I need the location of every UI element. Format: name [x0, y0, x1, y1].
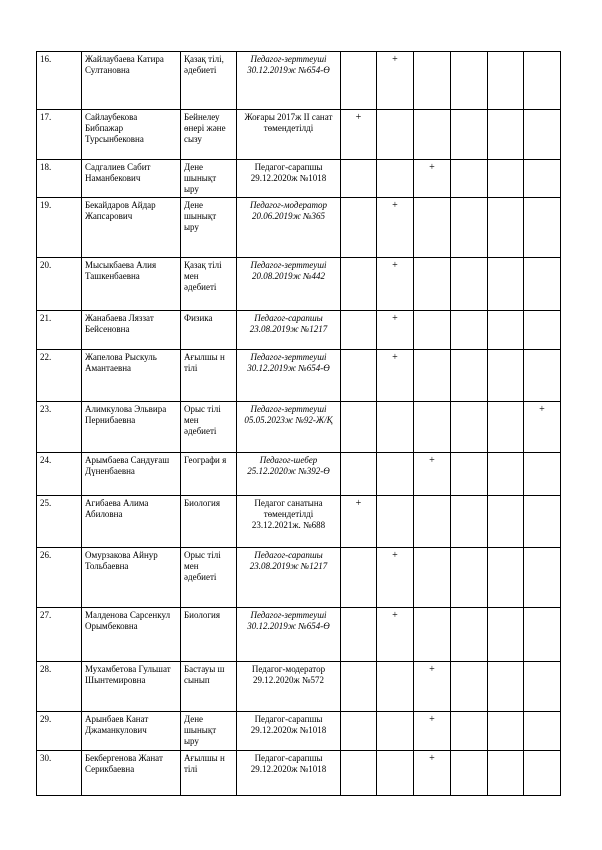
mark-cell [451, 311, 488, 350]
mark-cell [341, 198, 377, 258]
mark-cell [414, 402, 451, 453]
mark-cell [414, 110, 451, 160]
mark-cell [377, 496, 414, 548]
mark-cell [341, 311, 377, 350]
table-row [37, 160, 561, 198]
teacher-name-cell: Садгалиев Сабит Наманбекович [82, 160, 181, 198]
mark-cell: + [414, 751, 451, 796]
category-cell: Педагог-модератор 29.12.2020ж №572 [237, 662, 341, 712]
table-row [37, 662, 561, 712]
row-number-cell: 16. [37, 52, 82, 110]
teacher-name-cell: Малденова Сарсенкул Орымбековна [82, 608, 181, 662]
mark-cell [524, 110, 561, 160]
row-number-cell: 24. [37, 453, 82, 496]
mark-cell [488, 350, 524, 402]
mark-cell [524, 712, 561, 751]
category-cell: Педагог-сарапшы 23.08.2019ж №1217 [237, 311, 341, 350]
table-row [37, 52, 561, 110]
mark-cell [524, 453, 561, 496]
mark-cell [451, 548, 488, 608]
category-cell: Педагог-сарапшы 29.12.2020ж №1018 [237, 751, 341, 796]
row-number-cell: 21. [37, 311, 82, 350]
category-cell: Педагог-зерттеуші 30.12.2019ж №654-Ө [237, 52, 341, 110]
teacher-name-cell: Бекбергенова Жанат Серикбаевна [82, 751, 181, 796]
mark-cell [377, 662, 414, 712]
row-number-cell: 20. [37, 258, 82, 311]
mark-cell [414, 258, 451, 311]
mark-cell [524, 548, 561, 608]
table-row [37, 712, 561, 751]
category-cell: Педагог-сарапшы 23.08.2019ж №1217 [237, 548, 341, 608]
mark-cell [524, 608, 561, 662]
mark-cell [414, 198, 451, 258]
mark-cell [524, 258, 561, 311]
mark-cell [524, 160, 561, 198]
teacher-name-cell: Жапелова Рыскуль Амантаевна [82, 350, 181, 402]
mark-cell [341, 608, 377, 662]
teachers-table [36, 51, 561, 796]
subject-cell: Ағылшы н тілі [181, 350, 237, 402]
mark-cell: + [341, 110, 377, 160]
row-number-cell: 28. [37, 662, 82, 712]
mark-cell [488, 496, 524, 548]
table-row [37, 608, 561, 662]
mark-cell [377, 712, 414, 751]
mark-cell [451, 350, 488, 402]
subject-cell: Дене шынықт ыру [181, 198, 237, 258]
mark-cell [488, 52, 524, 110]
category-cell: Педагог санатына төмендетілді 23.12.2021ж. №688 [237, 496, 341, 548]
subject-cell: Қазақ тілі мен әдебиеті [181, 258, 237, 311]
subject-cell: Физика [181, 311, 237, 350]
teacher-name-cell: Арымбаева Сандуғаш Дүненбаевна [82, 453, 181, 496]
mark-cell: + [341, 496, 377, 548]
teacher-name-cell: Жайлаубаева Катира Султановна [82, 52, 181, 110]
subject-cell: Ағылшы н тілі [181, 751, 237, 796]
mark-cell [377, 751, 414, 796]
mark-cell [341, 548, 377, 608]
table-row [37, 548, 561, 608]
mark-cell [488, 608, 524, 662]
table-row [37, 402, 561, 453]
teacher-name-cell: Арынбаев Канат Джаманкулович [82, 712, 181, 751]
mark-cell: + [414, 453, 451, 496]
table-row [37, 258, 561, 311]
mark-cell [524, 662, 561, 712]
mark-cell: + [414, 160, 451, 198]
table-body [37, 52, 561, 796]
category-cell: Педагог-зерттеуші 30.12.2019ж №654-Ө [237, 350, 341, 402]
mark-cell [488, 548, 524, 608]
mark-cell [377, 160, 414, 198]
row-number-cell: 27. [37, 608, 82, 662]
mark-cell [451, 52, 488, 110]
mark-cell [414, 496, 451, 548]
mark-cell [451, 712, 488, 751]
row-number-cell: 25. [37, 496, 82, 548]
subject-cell: Географи я [181, 453, 237, 496]
subject-cell: Бастауы ш сынып [181, 662, 237, 712]
teacher-name-cell: Омурзакова Айнур Тольбаевна [82, 548, 181, 608]
mark-cell [341, 751, 377, 796]
mark-cell: + [377, 258, 414, 311]
mark-cell [341, 258, 377, 311]
mark-cell [488, 453, 524, 496]
category-cell: Педагог-сарапшы 29.12.2020ж №1018 [237, 712, 341, 751]
teacher-name-cell: Агибаева Алима Абиловна [82, 496, 181, 548]
mark-cell [377, 402, 414, 453]
mark-cell [414, 52, 451, 110]
mark-cell [524, 311, 561, 350]
mark-cell [524, 751, 561, 796]
teacher-name-cell: Мухамбетова Гульшат Шынтемировна [82, 662, 181, 712]
mark-cell: + [414, 712, 451, 751]
row-number-cell: 23. [37, 402, 82, 453]
mark-cell [451, 198, 488, 258]
mark-cell [488, 662, 524, 712]
mark-cell [451, 751, 488, 796]
teacher-name-cell: Жанабаева Ляззат Бейсеновна [82, 311, 181, 350]
mark-cell [341, 402, 377, 453]
mark-cell [524, 496, 561, 548]
mark-cell [451, 662, 488, 712]
mark-cell [414, 311, 451, 350]
teacher-name-cell: Сайлаубекова Бибпажар Турсынбековна [82, 110, 181, 160]
mark-cell [451, 608, 488, 662]
row-number-cell: 29. [37, 712, 82, 751]
mark-cell [488, 751, 524, 796]
row-number-cell: 18. [37, 160, 82, 198]
mark-cell: + [524, 402, 561, 453]
subject-cell: Қазақ тілі, әдебиеті [181, 52, 237, 110]
row-number-cell: 22. [37, 350, 82, 402]
mark-cell [451, 496, 488, 548]
mark-cell [488, 198, 524, 258]
category-cell: Педагог-шебер 25.12.2020ж №392-Ө [237, 453, 341, 496]
mark-cell [377, 110, 414, 160]
mark-cell [451, 258, 488, 311]
mark-cell [488, 258, 524, 311]
mark-cell: + [377, 52, 414, 110]
category-cell: Педагог-зерттеуші 20.08.2019ж №442 [237, 258, 341, 311]
mark-cell [341, 350, 377, 402]
table-row [37, 496, 561, 548]
row-number-cell: 19. [37, 198, 82, 258]
subject-cell: Биология [181, 608, 237, 662]
table-row [37, 453, 561, 496]
teacher-name-cell: Алимкулова Эльвира Пернибаевна [82, 402, 181, 453]
mark-cell [451, 110, 488, 160]
mark-cell [341, 160, 377, 198]
subject-cell: Биология [181, 496, 237, 548]
subject-cell: Орыс тілі мен әдебиеті [181, 402, 237, 453]
mark-cell [488, 110, 524, 160]
category-cell: Жоғары 2017ж ІІ санат төмендетілді [237, 110, 341, 160]
category-cell: Педагог-модератор 20.06.2019ж №365 [237, 198, 341, 258]
mark-cell [414, 548, 451, 608]
mark-cell [341, 662, 377, 712]
mark-cell: + [377, 608, 414, 662]
category-cell: Педагог-зерттеуші 30.12.2019ж №654-Ө [237, 608, 341, 662]
table-row [37, 751, 561, 796]
row-number-cell: 26. [37, 548, 82, 608]
row-number-cell: 17. [37, 110, 82, 160]
category-cell: Педагог-зерттеуші 05.05.2023ж №92-Ж/Қ [237, 402, 341, 453]
mark-cell [488, 311, 524, 350]
mark-cell [451, 160, 488, 198]
mark-cell [377, 453, 414, 496]
mark-cell [488, 402, 524, 453]
mark-cell [341, 712, 377, 751]
mark-cell [488, 160, 524, 198]
table-row [37, 311, 561, 350]
teacher-name-cell: Бекайдаров Айдар Жапсарович [82, 198, 181, 258]
mark-cell [414, 608, 451, 662]
mark-cell [488, 712, 524, 751]
mark-cell [451, 453, 488, 496]
mark-cell [524, 350, 561, 402]
mark-cell: + [377, 548, 414, 608]
mark-cell: + [377, 198, 414, 258]
subject-cell: Дене шынықт ыру [181, 160, 237, 198]
table-row [37, 198, 561, 258]
teacher-name-cell: Мысыкбаева Алия Ташкенбаевна [82, 258, 181, 311]
subject-cell: Орыс тілі мен әдебиеті [181, 548, 237, 608]
mark-cell [524, 198, 561, 258]
subject-cell: Дене шынықт ыру [181, 712, 237, 751]
table-row [37, 110, 561, 160]
mark-cell [341, 52, 377, 110]
row-number-cell: 30. [37, 751, 82, 796]
category-cell: Педагог-сарапшы 29.12.2020ж №1018 [237, 160, 341, 198]
subject-cell: Бейнелеу өнері және сызу [181, 110, 237, 160]
table-row [37, 350, 561, 402]
mark-cell [341, 453, 377, 496]
mark-cell: + [377, 311, 414, 350]
mark-cell [524, 52, 561, 110]
mark-cell: + [377, 350, 414, 402]
mark-cell [451, 402, 488, 453]
mark-cell [414, 350, 451, 402]
mark-cell: + [414, 662, 451, 712]
